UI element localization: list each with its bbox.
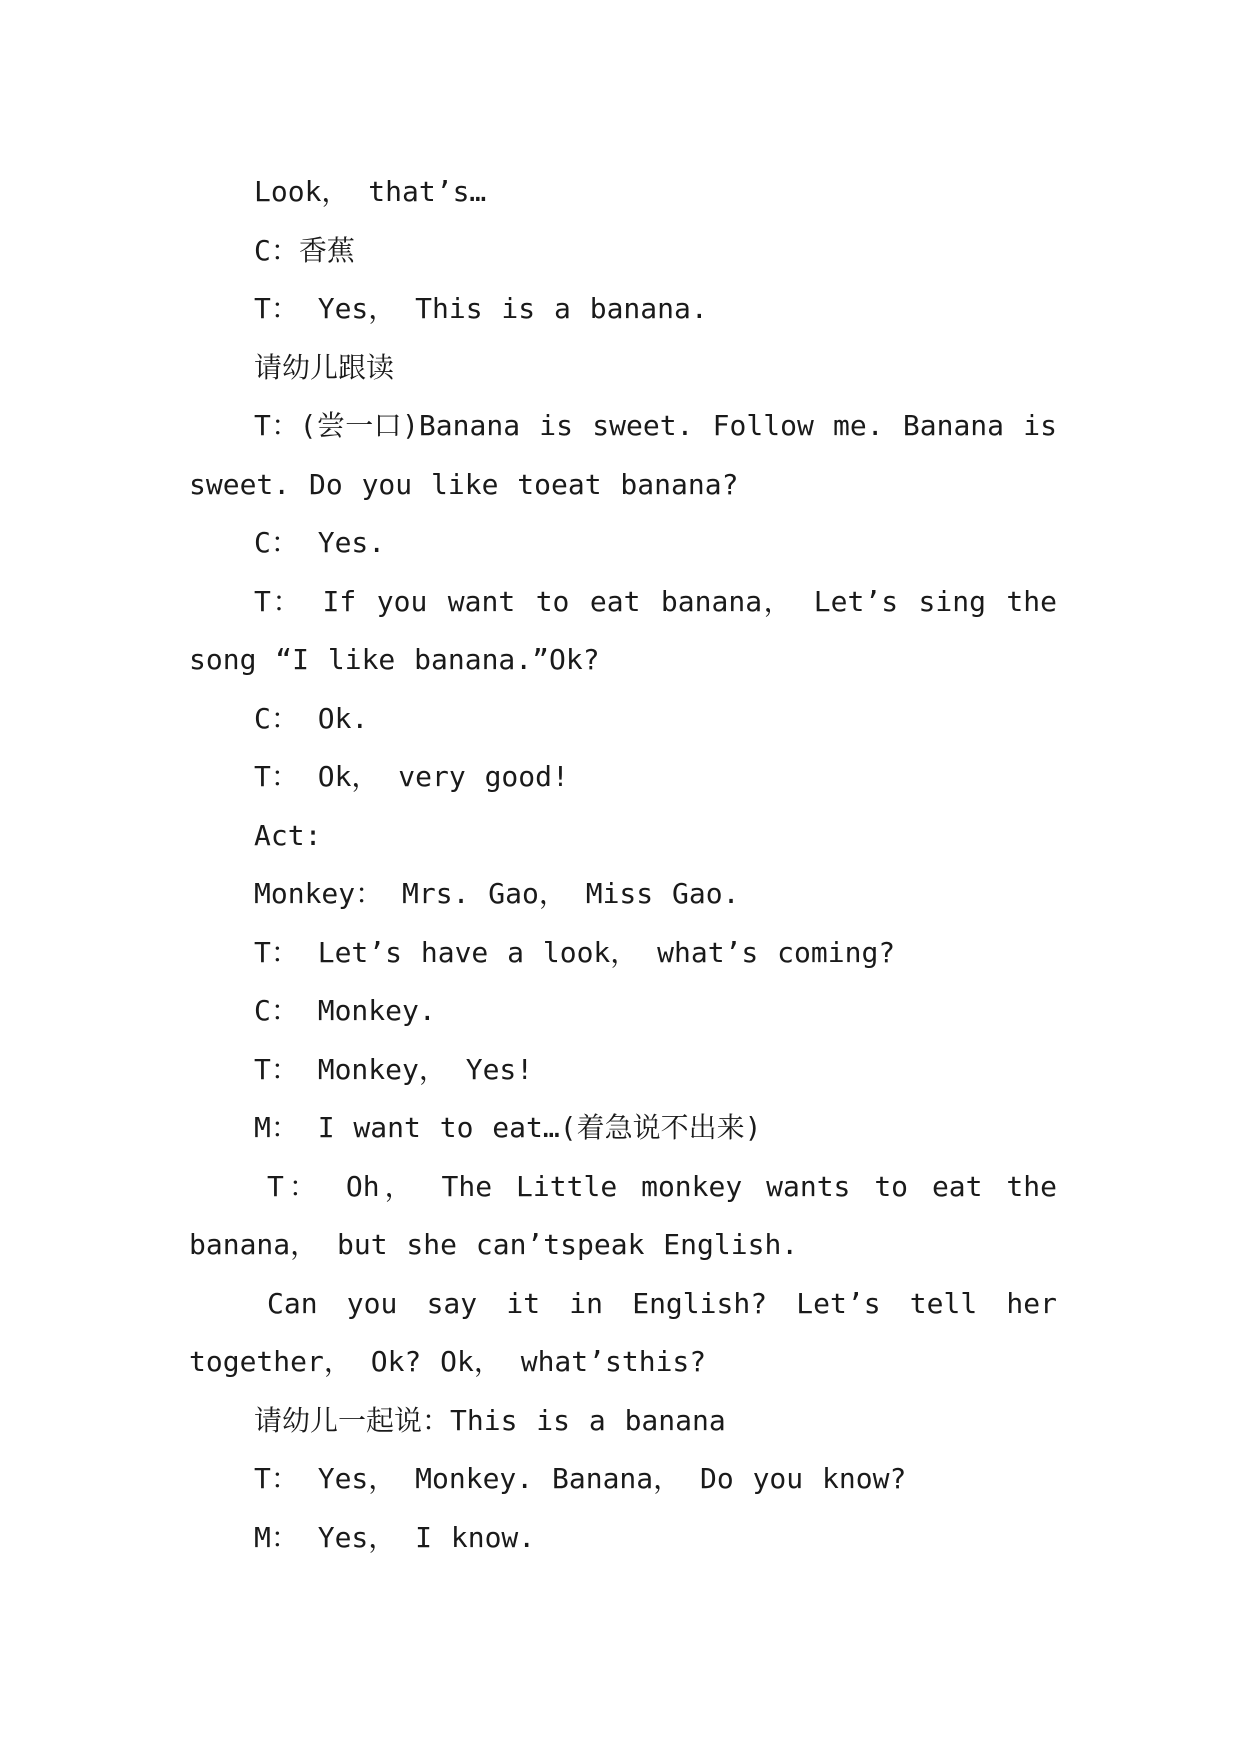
paragraph-14: T： Monkey， Yes! [254, 1052, 534, 1086]
paragraph-10: Act: [254, 818, 322, 852]
document-body [189, 163, 1076, 1567]
paragraph-9: T： Ok， very good! [254, 760, 569, 793]
paragraph-19: T： Yes， Monkey. Banana， Do you know? [254, 1462, 907, 1495]
paragraph-2: C：香蕉 [254, 233, 355, 267]
paragraph-6: C： Yes. [254, 526, 386, 559]
paragraph-1: Look， that’s… [254, 175, 487, 208]
paragraph-5: T：(尝一口)Banana is sweet. Follow me. Banana is sweet. Do you like toeat banana? [189, 409, 1076, 501]
paragraph-8: C： Ok. [254, 701, 369, 735]
paragraph-13: C： Monkey. [254, 994, 436, 1027]
paragraph-12: T： Let’s have a look， what’s coming? [254, 935, 896, 969]
paragraph-18: 请幼儿一起说：This is a banana [254, 1403, 726, 1437]
paragraph-7: T： If you want to eat banana， Let’s sing the song “I like banana.”Ok? [189, 584, 1076, 676]
paragraph-20: M： Yes， I know. [254, 1520, 536, 1554]
paragraph-3: T： Yes， This is a banana. [254, 292, 708, 325]
paragraph-17: Can you say it in English? Let’s tell her together， Ok? Ok， what’sthis? [189, 1286, 1076, 1378]
paragraph-11: Monkey： Mrs. Gao， Miss Gao. [254, 877, 740, 910]
paragraph-16: T： Oh， The Little monkey wants to eat the banana， but she can’tspeak English. [189, 1169, 1076, 1261]
paragraph-15: M： I want to eat…(着急说不出来) [254, 1111, 762, 1144]
paragraph-4: 请幼儿跟读 [254, 350, 395, 384]
